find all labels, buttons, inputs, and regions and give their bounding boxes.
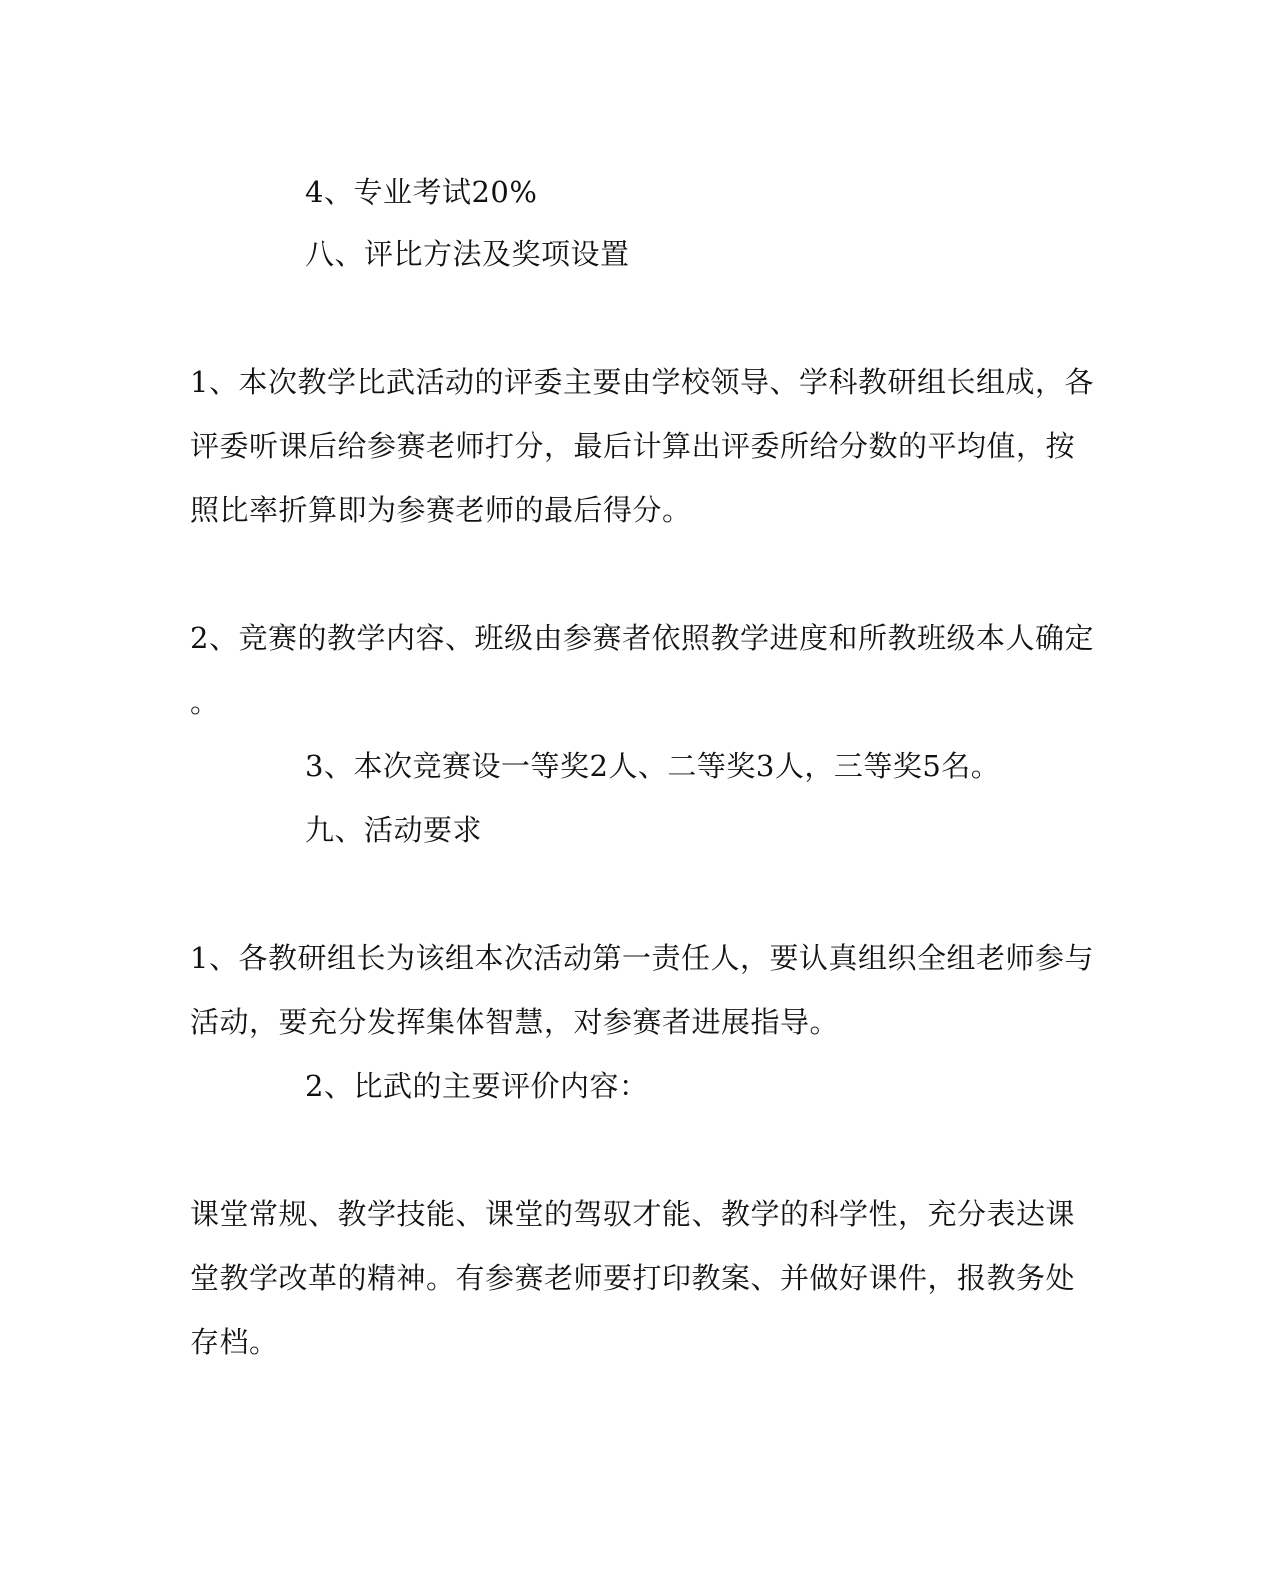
- paragraph-line: 评委听课后给参赛老师打分，最后计算出评委所给分数的平均值，按: [190, 429, 1076, 463]
- item-awards: 3、本次竞赛设一等奖2人、二等奖3人，三等奖5名。: [305, 749, 1001, 783]
- section-heading-evaluation: 八、评比方法及奖项设置: [305, 237, 630, 271]
- paragraph-line: 课堂常规、教学技能、课堂的驾驭才能、教学的科学性，充分表达课: [190, 1197, 1076, 1231]
- paragraph-line: 。: [190, 685, 220, 719]
- paragraph-line: 1、本次教学比武活动的评委主要由学校领导、学科教研组长组成，各: [190, 365, 1094, 399]
- paragraph-line: 堂教学改革的精神。有参赛老师要打印教案、并做好课件，报教务处: [190, 1261, 1076, 1295]
- section-heading-requirements: 九、活动要求: [305, 813, 483, 847]
- paragraph-line: 存档。: [190, 1325, 279, 1359]
- paragraph-line: 照比率折算即为参赛老师的最后得分。: [190, 493, 692, 527]
- paragraph-line: 2、竞赛的教学内容、班级由参赛者依照教学进度和所教班级本人确定: [190, 621, 1094, 655]
- item-professional-exam: 4、专业考试20%: [305, 175, 538, 209]
- item-evaluation-content: 2、比武的主要评价内容：: [305, 1069, 649, 1103]
- paragraph-line: 1、各教研组长为该组本次活动第一责任人，要认真组织全组老师参与: [190, 941, 1094, 975]
- paragraph-line: 活动，要充分发挥集体智慧，对参赛者进展指导。: [190, 1005, 840, 1039]
